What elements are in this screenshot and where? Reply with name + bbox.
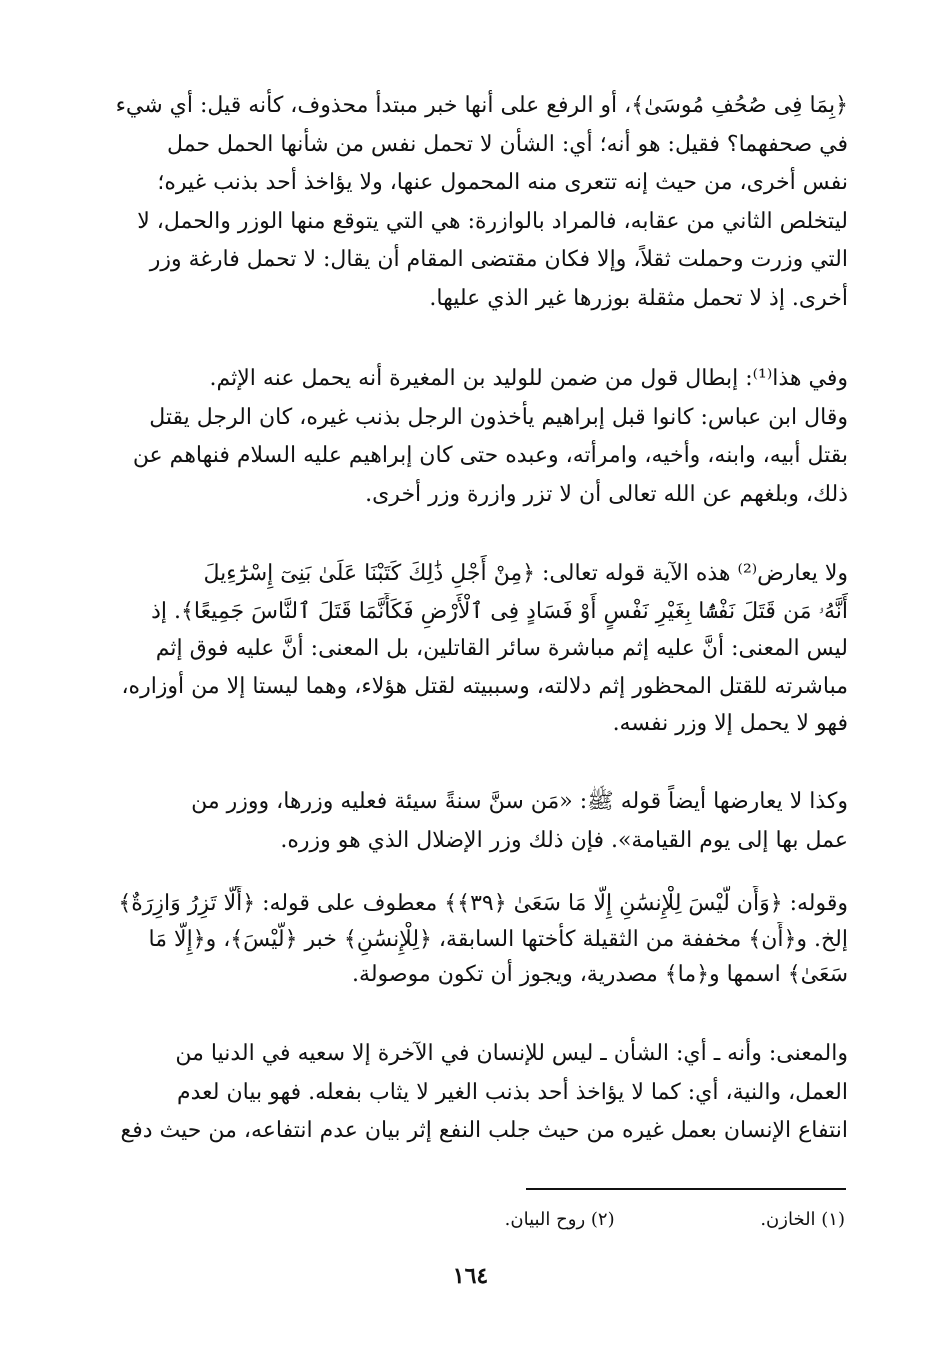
text-line: التي وزرت وحملت ثقلاً، وإلا فكان مقتضى المقام أن يقال: لا تحمل فارغة وزر — [149, 247, 848, 272]
text-line: مباشرته للقتل المحظور إثم دلالته، وسببيته لقتل هؤلاء، وهما ليستا إلا من أوزاره، — [121, 673, 848, 699]
text-line: وكذا لا يعارضها أيضاً قوله ﷺ: «مَن سنَّ سنةً سيئة فعليه وزرها، ووزر من — [191, 789, 848, 814]
footnote-1: (١) الخازن. — [760, 1209, 845, 1230]
text-line: العمل، والنية، أي: كما لا يؤاخذ أحد بذنب الغير لا يثاب بفعله. فهو بيان لعدم — [176, 1079, 848, 1105]
text-line: انتفاع الإنسان بعمل غيره من حيث جلب النفع إثر بيان عدم انتفاعه، من حيث دفع — [120, 1118, 848, 1143]
text-line: نفس أخرى، من حيث إنه تتعرى منه المحمول عنها، ولا يؤاخذ أحد بذنب غيره؛ — [157, 170, 848, 195]
text-line: ذلك، وبلغهم عن الله تعالى أن لا تزر وازرة وزر أخرى. — [365, 481, 848, 507]
text-line: في صحفهما؟ فقيل: هو أنه؛ أي: الشأن لا تحمل نفس من شأنها الحمل حمل — [167, 131, 848, 157]
text-line: عمل بها إلى يوم القيامة». فإن ذلك وزر الإضلال الذي هو وزره. — [280, 827, 848, 853]
text-line: أَنَّهُۥ مَن قَتَلَ نَفْسًۢا بِغَيْرِ نَفْسٍ أَوْ فَسَادٍ فِى ٱلْأَرْضِ فَكَأَنَّمَا قَتَلَ ٱلنَّاسَ جَمِيعًا﴾. إذ — [151, 598, 848, 624]
text-line: وقال ابن عباس: كانوا قبل إبراهيم يأخذون الرجل بذنب غيره، كان الرجل يقتل — [149, 404, 848, 430]
paragraph-5 — [76, 886, 848, 993]
text-line: ولا يعارض⁽²⁾ هذه الآية قوله تعالى: ﴿مِنْ أَجْلِ ذَٰلِكَ كَتَبْنَا عَلَىٰ بَنِىٓ إِسْرَٰٓءِيلَ — [203, 561, 848, 586]
text-line: سَعَىٰ﴾ اسمها و﴿ما﴾ مصدرية، ويجوز أن تكون موصولة. — [352, 962, 848, 987]
text-line: بقتل أبيه، وابنه، وأخيه، وامرأته، وعبده حتى كان إبراهيم عليه السلام فنهاهم عن — [132, 443, 848, 468]
text-line: وقوله: ﴿وَأَن لَّيْسَ لِلْإِنسَٰنِ إِلَّا مَا سَعَىٰ ﴿٣٩﴾﴾ معطوف على قوله: ﴿أَلَّا تَزِرُ وَازِرَةٌ﴾ — [118, 891, 848, 916]
text-line: وفي هذا⁽¹⁾: إبطال قول من ضمن للوليد بن المغيرة أنه يحمل عنه الإثم. — [209, 366, 848, 391]
page-number: ١٦٤ — [452, 1263, 489, 1289]
paragraph-4 — [76, 783, 848, 860]
paragraph-2 — [76, 360, 848, 514]
footnotes — [505, 1206, 845, 1234]
text-line: أخرى. إذ لا تحمل مثقلة بوزرها غير الذي عليها. — [429, 285, 848, 311]
paragraph-6 — [76, 1035, 848, 1151]
footnote-divider — [526, 1188, 846, 1190]
text-line: إلخ. و﴿أَن﴾ مخففة من الثقيلة كأختها السابقة، ﴿لِلْإِنسَٰنِ﴾ خبر ﴿لَّيْسَ﴾، و﴿إِلَّا مَا — [148, 926, 848, 952]
footnote-2: (٢) روح البيان. — [504, 1209, 615, 1230]
text-line: ليتخلص الثاني من عقابه، فالمراد بالوازرة: هي التي يتوقع منها الوزر والحمل، لا — [137, 208, 848, 234]
text-line: ليس المعنى: أنَّ عليه إثم مباشرة سائر القاتلين، بل المعنى: أنَّ عليه فوق إثم — [155, 636, 848, 661]
text-line: والمعنى: وأنه ـ أي: الشأن ـ ليس للإنسان في الآخرة إلا سعيه في الدنيا من — [175, 1041, 848, 1066]
text-line: ﴿بِمَا فِى صُحُفِ مُوسَىٰ﴾، أو الرفع على أنها خبر مبتدأ محذوف، كأنه قيل: أي شيء — [115, 93, 848, 118]
paragraph-1 — [76, 87, 848, 318]
text-line: فهو لا يحمل إلا وزر نفسه. — [612, 711, 848, 736]
paragraph-3 — [76, 555, 848, 743]
